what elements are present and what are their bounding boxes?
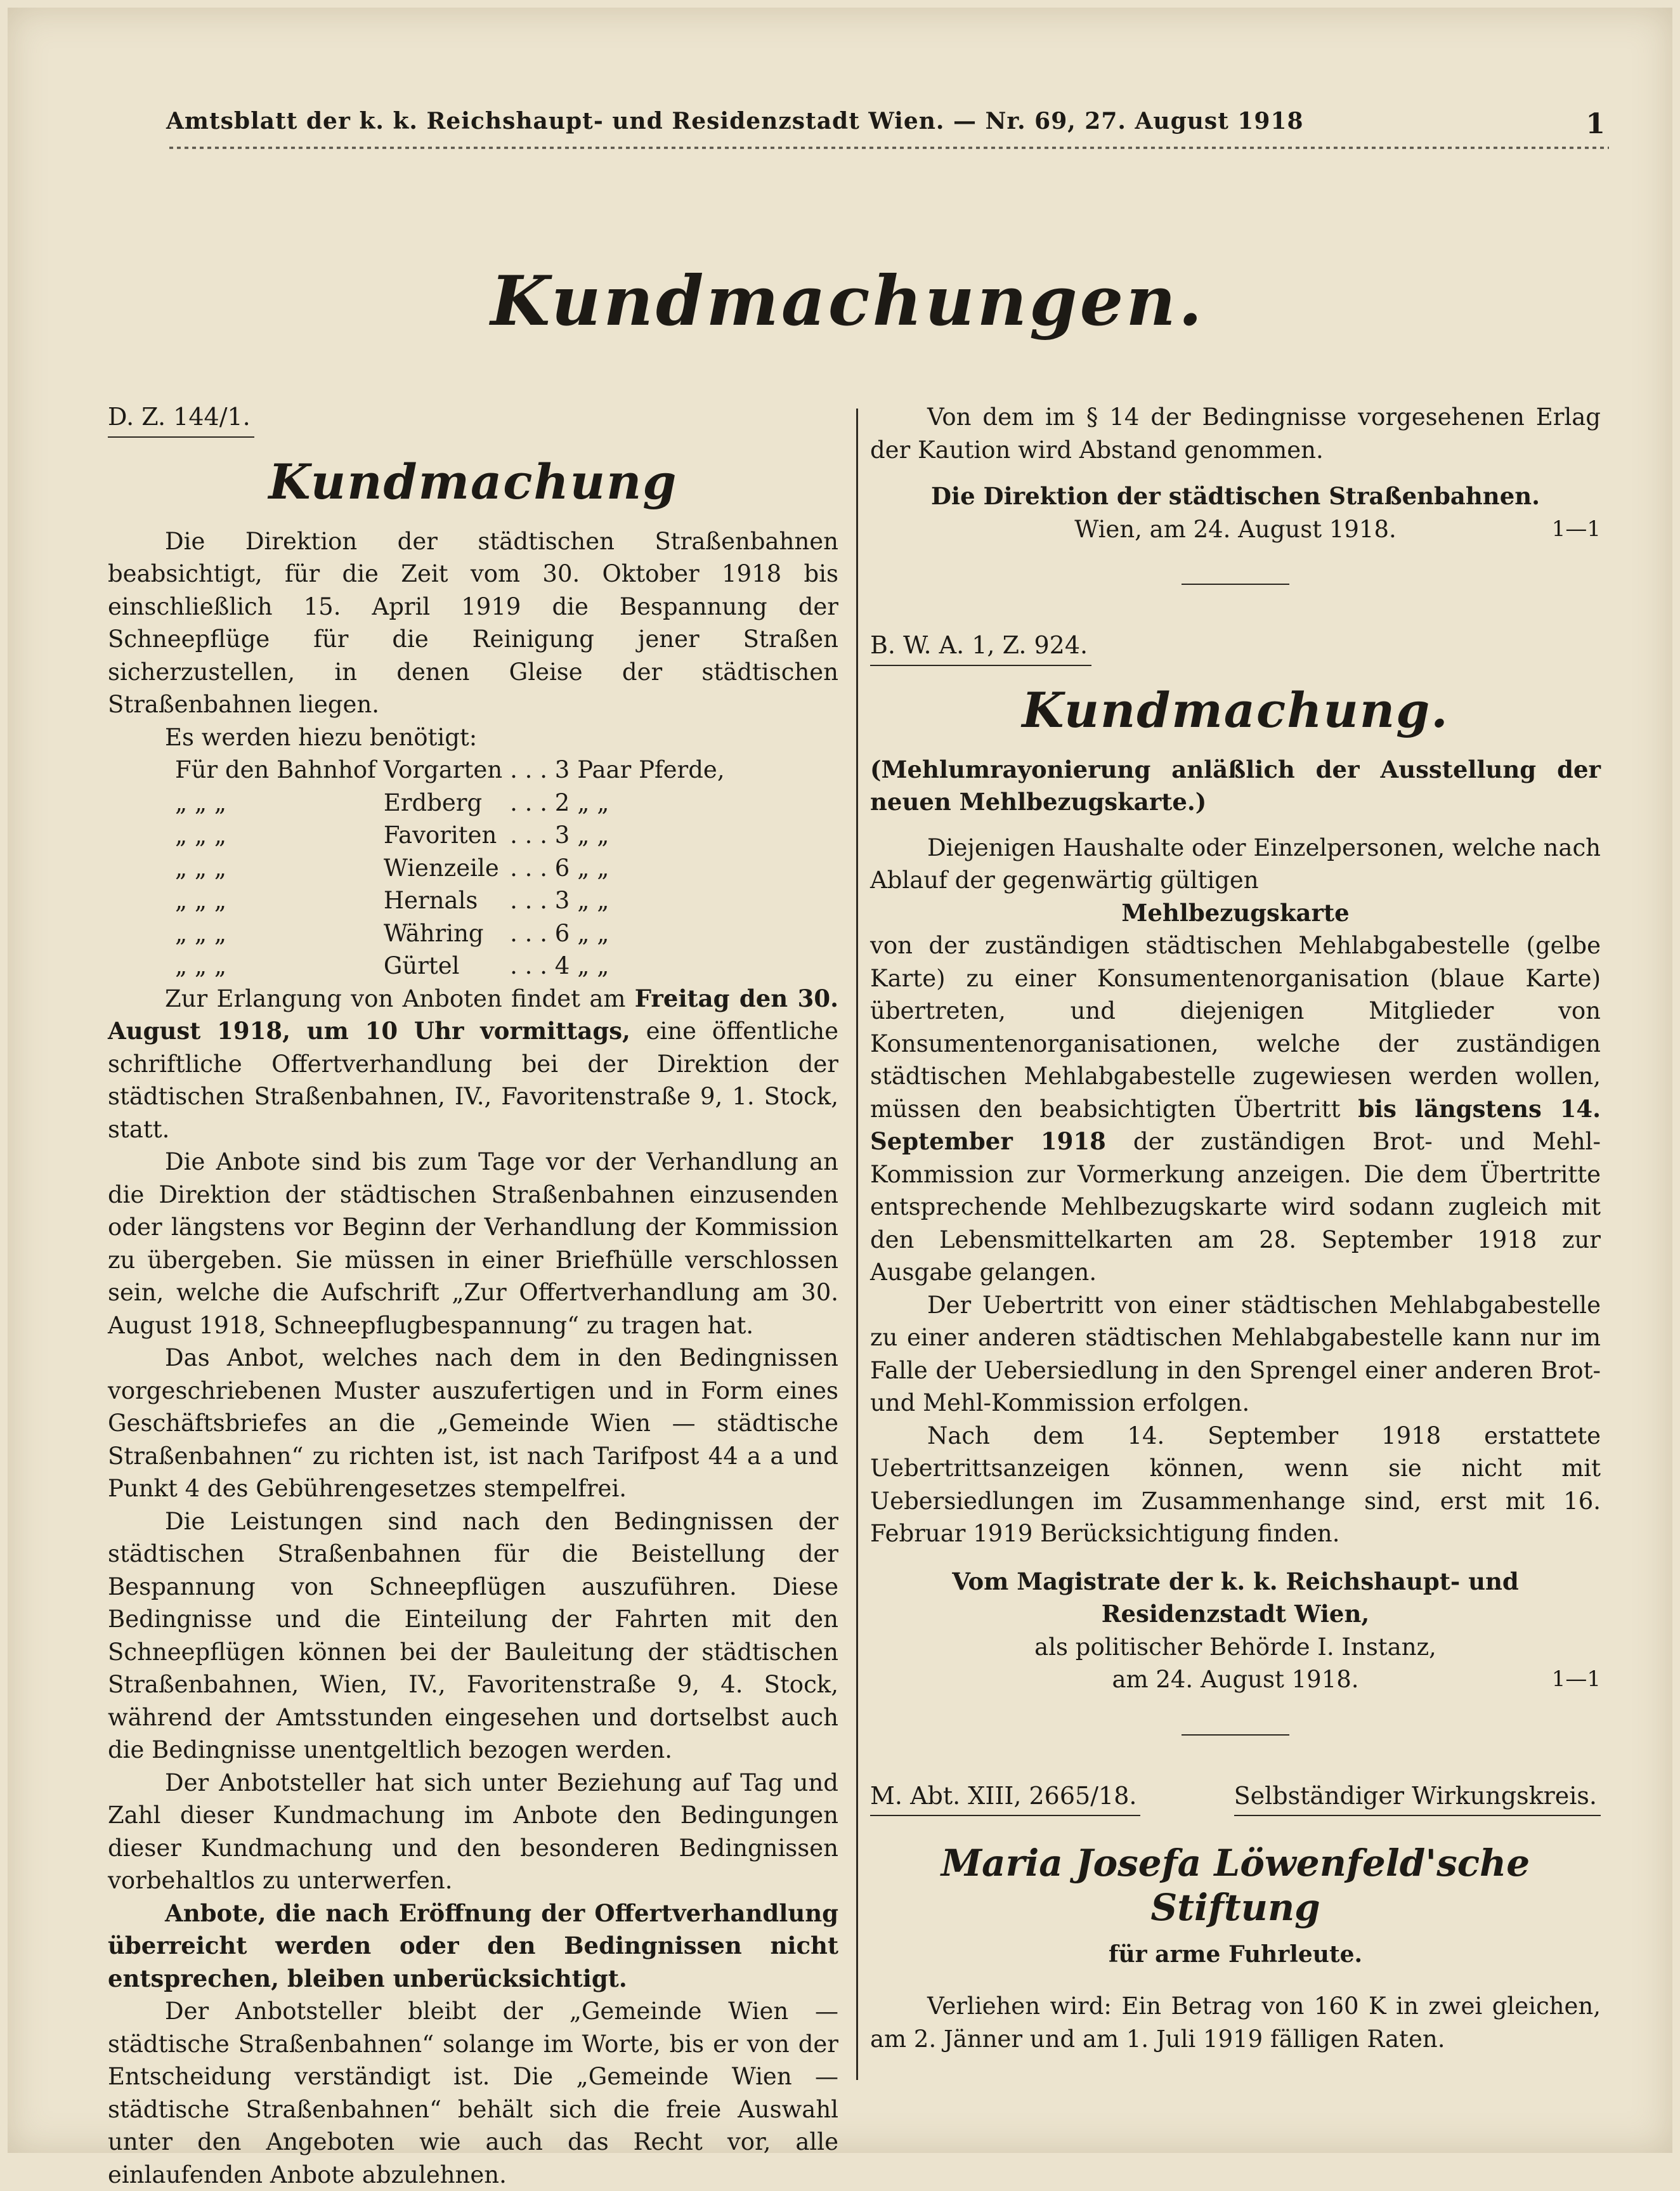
notice-title: Kundmachung [268, 453, 678, 510]
horse-table-cell: . . . 3 [510, 887, 570, 914]
horse-table-cell: „ „ [577, 821, 609, 849]
horse-table-cell: . . . 6 [510, 919, 570, 947]
reference-row-3 [870, 1780, 1601, 1818]
horse-table-cell: . . . 2 [510, 788, 570, 816]
paragraph-late-transfers: Nach dem 14. September 1918 erstattete Uebertrittsanzeigen können, wenn sie nicht mit Uebersiedlungen im Zusammenhange sind, erst mit 16. Februar 1919 Berücksichtigung finden. [870, 1422, 1601, 1547]
horse-table-cell: Hernals [383, 887, 478, 914]
horse-table-cell: „ „ [577, 788, 609, 816]
signature-magistrate: Vom Magistrate der k. k. Reichshaupt- und Residenzstadt Wien, [952, 1567, 1519, 1628]
horse-table-cell: Für den Bahnhof [175, 756, 376, 783]
insertion-mark-2: 1—1 [1551, 1666, 1601, 1692]
foundation-subtitle: für arme Fuhrleute. [1108, 1940, 1363, 1968]
date-2: am 24. August 1918. [1112, 1666, 1359, 1693]
horse-table-cell: „ „ [577, 854, 609, 882]
horse-table-row [171, 884, 729, 917]
horse-table-cell: . . . 3 [510, 756, 570, 783]
section-separator [1182, 584, 1289, 585]
right-column [870, 401, 1601, 2055]
section-separator-2 [1182, 1734, 1289, 1736]
paragraph-conditions: Die Leistungen sind nach den Bedingnissen der städtischen Straßenbahnen für die Beistellung der Bespannung von Schneepflügen auszuführen. Diese Bedingnisse und die Einteilung der Fahrten mit den Schneepflügen können bei der Bauleitung der städtischen Straßenbahnen, Wien, IV., Favoritenstraße 9, 4. Stock, während der Amtsstunden eingesehen und dortselbst auch die Bedingnisse unentgeltlich bezogen werden. [108, 1507, 838, 1763]
page-title: Kundmachungen. [490, 261, 1205, 341]
horse-table-cell: „ „ [577, 952, 609, 979]
running-header [166, 108, 1606, 140]
paragraph-late-offers: Anbote, die nach Eröffnung der Offertverhandlung überreicht werden oder den Bedingnissen nicht entsprechen, bleiben unberücksichtigt. [108, 1899, 838, 1992]
paragraph-grant: Verliehen wird: Ein Betrag von 160 K in zwei gleichen, am 2. Jänner und am 1. Juli 1919 fälligen Raten. [870, 1992, 1601, 2053]
reference-number: D. Z. 144/1. [108, 401, 254, 438]
horse-table-cell: „ „ „ [175, 854, 227, 882]
horse-table-cell: „ „ „ [175, 788, 227, 816]
date-1: Wien, am 24. August 1918. [1074, 515, 1397, 543]
insertion-mark-1: 1—1 [1551, 516, 1601, 542]
flour-card-heading: Mehlbezugskarte [1121, 898, 1350, 927]
reference-number-2: B. W. A. 1, Z. 924. [870, 629, 1091, 666]
paragraph-submission: Die Anbote sind bis zum Tage vor der Verhandlung an die Direktion der städtischen Straßenbahnen einzusenden oder längstens vor Beginn der Verhandlung der Kommission zu übergeben. Sie müssen in einer Briefhülle verschlossen sein, welche die Aufschrift „Zur Offertverhandlung am 30. August 1918, Schneepflugbespannung“ zu tragen hat. [108, 1148, 838, 1339]
page-number: 1 [1586, 108, 1606, 140]
header-rule [169, 142, 1609, 154]
paragraph-relocation: Der Uebertritt von einer städtischen Mehlabgabestelle zu einer anderen städtischen Mehlabgabestelle kann nur im Falle der Uebersiedlung in den Sprengel einer anderen Brot- und Mehl-Kommission erfolgen. [870, 1291, 1601, 1416]
date-row-2 [870, 1663, 1601, 1696]
horse-table-cell: Favoriten [383, 821, 497, 849]
signature-authority: als politischer Behörde I. Instanz, [1034, 1633, 1436, 1661]
reference-number-3: M. Abt. XIII, 2665/18. [870, 1780, 1140, 1817]
horse-table [171, 754, 729, 983]
horse-table-cell: „ „ „ [175, 821, 227, 849]
needed-line: Es werden hiezu benötigt: [165, 723, 478, 751]
paragraph-obligation: Der Anbotsteller hat sich unter Beziehung auf Tag und Zahl dieser Kundmachung im Anbote den Bedingungen dieser Kundmachung und den besonderen Bedingnissen vorbehaltlos zu unterwerfen. [108, 1769, 838, 1894]
horse-table-row [171, 819, 729, 852]
left-column [108, 401, 838, 2191]
foundation-title: Maria Josefa Löwenfeld'sche Stiftung [941, 1841, 1530, 1929]
notice-title-2: Kundmachung. [1022, 681, 1449, 738]
competence-label: Selbständiger Wirkungskreis. [1234, 1780, 1601, 1817]
horse-table-cell: . . . 6 [510, 854, 570, 882]
paragraph-binding: Der Anbotsteller bleibt der „Gemeinde Wien — städtische Straßenbahnen“ solange im Worte, bis er von der Entscheidung verständigt ist. Die „Gemeinde Wien — städtische Straßenbahnen“ behält sich die freie Auswahl unter den Angeboten wie auch das Recht vor, alle einlaufenden Anbote abzulehnen. [108, 1998, 838, 2188]
horse-table-row [171, 917, 729, 950]
horse-table-cell: Erdberg [383, 788, 483, 816]
notice-subtitle-2: (Mehlumrayonierung anläßlich der Ausstellung der neuen Mehlbezugskarte.) [870, 755, 1601, 816]
horse-table-cell: . . . 4 [510, 952, 570, 979]
horse-table-cell: Gürtel [383, 952, 460, 979]
horse-table-cell: Vorgarten [383, 756, 503, 783]
paragraph-offer: Zur Erlangung von Anboten findet am Freitag den 30. August 1918, um 10 Uhr vormittags, eine öffentliche schriftliche Offertverhandlung bei der Direktion der städtischen Straßenbahnen, IV., Favoritenstraße 9, 1. Stock, statt. [108, 984, 838, 1143]
horse-table-cell: Paar Pferde, [577, 756, 725, 783]
paragraph-form: Das Anbot, welches nach dem in den Bedingnissen vorgeschriebenen Muster auszufertigen und in Form eines Geschäftsbriefes an die „Gemeinde Wien — städtische Straßenbahnen“ zu richten ist, ist nach Tarifpost 44 a a und Punkt 4 des Gebührengesetzes stempelfrei. [108, 1344, 838, 1502]
horse-table-cell: Währing [383, 919, 484, 947]
horse-table-cell: „ „ „ [175, 887, 227, 914]
paragraph-deposit: Von dem im § 14 der Bedingnisse vorgesehenen Erlag der Kaution wird Abstand genommen. [870, 403, 1601, 464]
horse-table-row [171, 852, 729, 885]
column-divider [856, 409, 858, 2080]
horse-table-cell: Wienzeile [383, 854, 499, 882]
date-row-1 [870, 513, 1601, 546]
horse-table-row [171, 787, 729, 820]
horse-table-cell: „ „ [577, 919, 609, 947]
horse-table-cell: „ „ [577, 887, 609, 914]
horse-table-cell: . . . 3 [510, 821, 570, 849]
running-title: Amtsblatt der k. k. Reichshaupt- und Residenzstadt Wien. — Nr. 69, 27. August 1918 [166, 108, 1304, 134]
paragraph-transfer: von der zuständigen städtischen Mehlabgabestelle (gelbe Karte) zu einer Konsumentenorganisation (blaue Karte) übertreten, und diejenigen Mitglieder von Konsumentenorganisationen, welche der zuständigen städtischen Mehlabgabestelle zugewiesen werden wollen, müssen den beabsichtigten Übertritt bis längstens 14. September 1918 der zuständigen Brot- und Mehl-Kommission zur Vormerkung anzeigen. Die dem Übertritte entsprechende Mehlbezugskarte wird sodann zugleich mit den Lebensmittelkarten am 28. September 1918 zur Ausgabe gelangen. [870, 932, 1601, 1286]
newspaper-page [8, 8, 1672, 2188]
paragraph-households: Diejenigen Haushalte oder Einzelpersonen, welche nach Ablauf der gegenwärtig gültigen [870, 834, 1601, 894]
horse-table-row [171, 754, 729, 787]
horse-table-cell: „ „ „ [175, 919, 227, 947]
horse-table-row [171, 950, 729, 983]
horse-table-cell: „ „ „ [175, 952, 227, 979]
notice-intro: Die Direktion der städtischen Straßenbahnen beabsichtigt, für die Zeit vom 30. Oktober 1918 bis einschließlich 15. April 1919 die Bespannung der Schneepflüge für die Reinigung jener Straßen sicherzustellen, in denen Gleise der städtischen Straßenbahnen liegen. [108, 527, 838, 718]
signature-direction: Die Direktion der städtischen Straßenbahnen. [930, 482, 1540, 510]
